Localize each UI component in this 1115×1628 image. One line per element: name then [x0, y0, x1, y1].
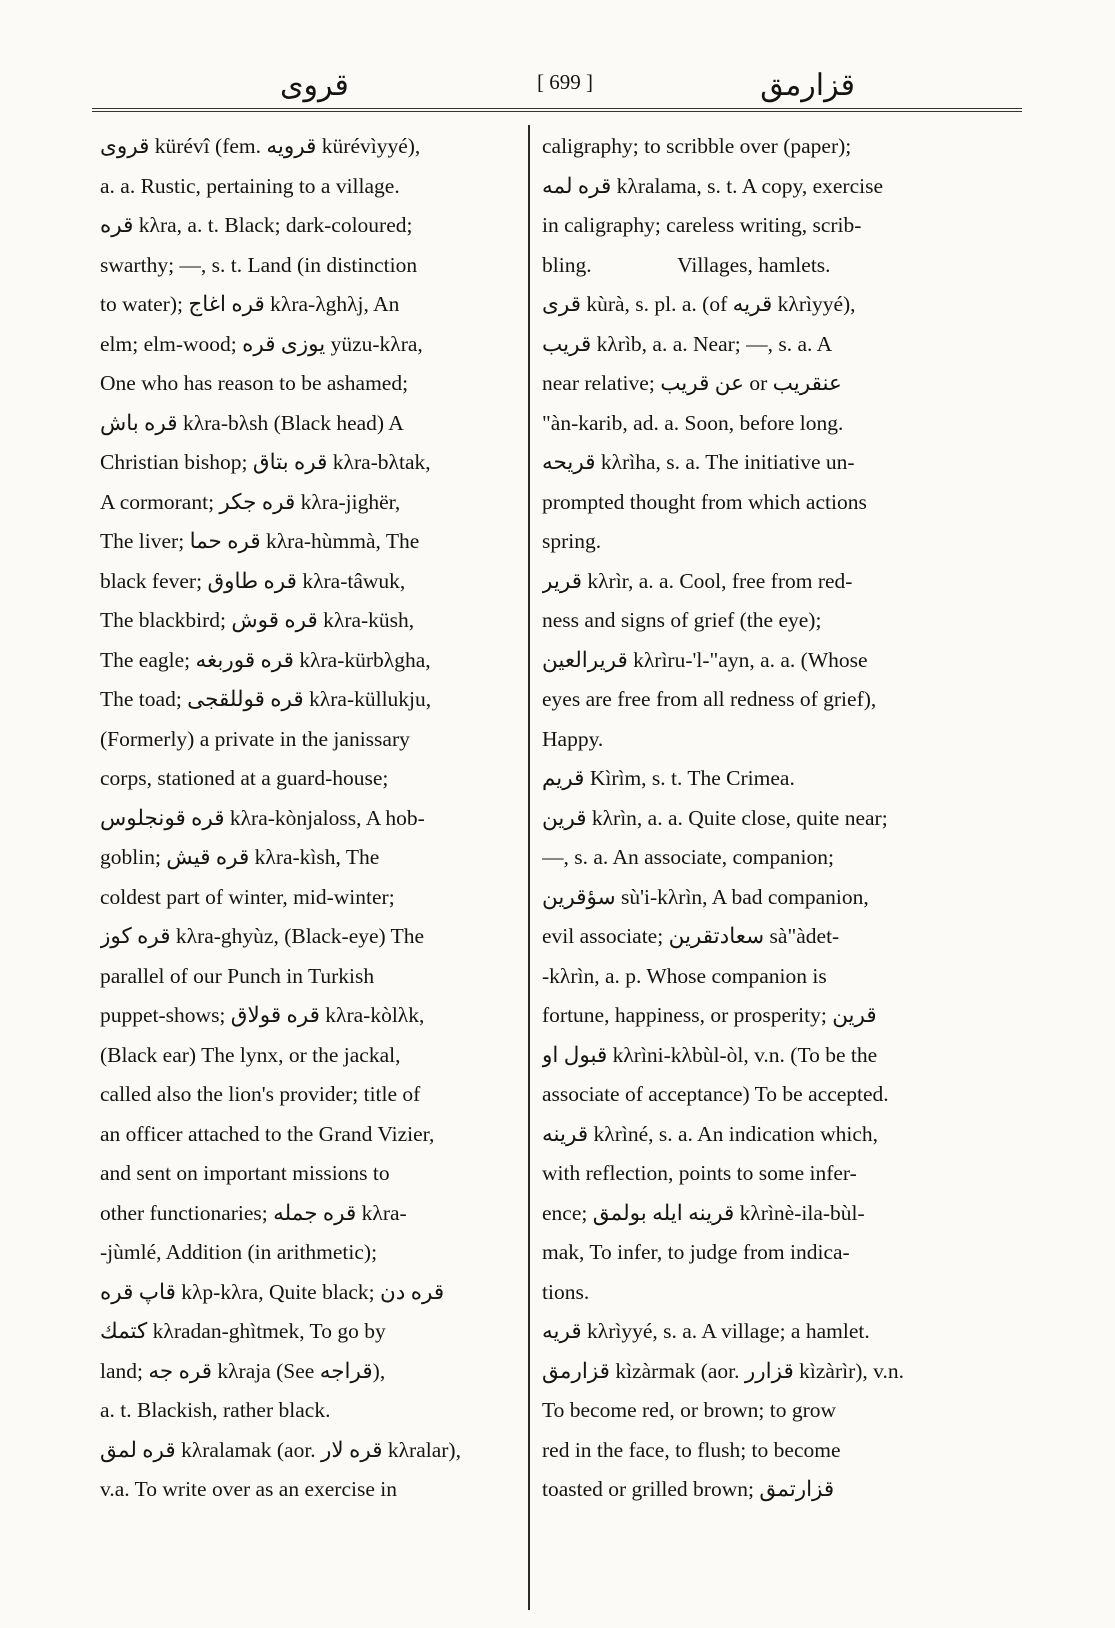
right-column: [542, 127, 942, 1510]
page-header: [95, 60, 1020, 110]
text-line: قره قونجلوس kλra-kònjaloss, A hob-: [100, 805, 425, 830]
text-line: prompted thought from which actions: [542, 489, 867, 514]
text-line: قریر kλrìr, a. a. Cool, free from red-: [542, 568, 853, 593]
text-line: قرینه kλrìné, s. a. An indication which,: [542, 1121, 879, 1146]
text-line: red in the face, to flush; to become: [542, 1437, 841, 1462]
text-line: mak, To infer, to judge from indica-: [542, 1240, 850, 1264]
text-line: The liver; قره حما kλra-hùmmà, The: [100, 529, 420, 553]
text-line: in caligraphy; careless writing, scrib-: [542, 213, 862, 237]
text-line: land; قره جه kλraja (See قراجه),: [100, 1358, 386, 1383]
text-line: کتمك kλradan-ghìtmek, To go by: [100, 1319, 386, 1343]
text-line: To become red, or brown; to grow: [542, 1398, 837, 1422]
text-line: قریه kλrìyyé, s. a. A village; a hamlet.: [542, 1319, 870, 1343]
text-line: A cormorant; قره جکر kλra-jighër,: [100, 489, 401, 514]
text-line: evil associate; سعادتقرین sà"àdet-: [542, 924, 840, 948]
text-line: قریم Kìrìm, s. t. The Crimea.: [542, 766, 795, 790]
text-line: "àn-karib, ad. a. Soon, before long.: [542, 410, 844, 435]
text-line: goblin; قره قیش kλra-kìsh, The: [100, 845, 380, 869]
text-line: قره باش kλra-bλsh (Black head) A: [100, 410, 404, 435]
text-line: (Black ear) The lynx, or the jackal,: [100, 1042, 401, 1067]
text-line: قبول او kλrìni-kλbùl-òl, v.n. (To be the: [542, 1042, 878, 1067]
text-line: ness and signs of grief (the eye);: [542, 608, 822, 632]
text-line: —, s. a. An associate, companion;: [542, 845, 834, 869]
text-line: -kλrìn, a. p. Whose companion is: [542, 963, 827, 988]
text-line: قزارمق kìzàrmak (aor. قزارر kìzàrìr), v.n.: [542, 1358, 905, 1383]
text-line: قره لمه kλralama, s. t. A copy, exercise: [542, 173, 884, 198]
text-line: سؤقرین sù'i-kλrìn, A bad companion,: [542, 884, 869, 909]
text-line: قرین kλrìn, a. a. Quite close, quite near;: [542, 805, 888, 830]
text-line: قری kùrà, s. pl. a. (of قریه kλrìyyé),: [542, 292, 856, 316]
text-line: near relative; عن قریب or عنقریب: [542, 371, 842, 395]
text-line: One who has reason to be ashamed;: [100, 371, 409, 395]
text-line: قاپ قره kλp-kλra, Quite black; قره دن: [100, 1279, 445, 1304]
text-line: black fever; قره طاوق kλra-tâwuk,: [100, 568, 406, 593]
text-line: -jùmlé, Addition (in arithmetic);: [100, 1240, 378, 1264]
text-line: قره کوز kλra-ghyùz, (Black-eye) The: [100, 924, 425, 948]
column-divider: [528, 125, 530, 1610]
page-number: [ 699 ]: [537, 70, 593, 94]
text-line: to water); قره اغاج kλra-λghλj, An: [100, 292, 400, 316]
text-line: swarthy; —, s. t. Land (in distinction: [100, 252, 418, 277]
left-column: [100, 127, 495, 1510]
header-right-word: قزارمق: [760, 68, 855, 103]
text-line: The toad; قره قوللقجی kλra-küllukju,: [100, 687, 432, 711]
header-left-word: قروی: [280, 68, 349, 103]
text-line: قریب kλrìb, a. a. Near; —, s. a. A: [542, 331, 833, 356]
text-line: The eagle; قره قوربغه kλra-kürbλgha,: [100, 647, 431, 672]
text-line: associate of acceptance) To be accepted.: [542, 1082, 889, 1106]
text-line: قره لمق kλralamak (aor. قره لار kλralar),: [100, 1437, 461, 1462]
text-line: puppet-shows; قره قولاق kλra-kòlλk,: [100, 1003, 425, 1027]
text-line: eyes are free from all redness of grief),: [542, 687, 877, 711]
text-line: v.a. To write over as an exercise in: [100, 1477, 397, 1501]
text-line: The blackbird; قره قوش kλra-küsh,: [100, 608, 415, 632]
text-line: and sent on important missions to: [100, 1161, 390, 1185]
text-line: an officer attached to the Grand Vizier,: [100, 1121, 435, 1146]
text-line: (Formerly) a private in the janissary: [100, 726, 410, 751]
text-line: قریحه kλrìha, s. a. The initiative un-: [542, 450, 855, 474]
text-line: spring.: [542, 529, 602, 553]
text-line: with reflection, points to some infer-: [542, 1161, 857, 1185]
text-line: parallel of our Punch in Turkish: [100, 963, 375, 988]
text-line: Happy.: [542, 726, 604, 751]
text-line: coldest part of winter, mid-winter;: [100, 884, 395, 909]
text-line: corps, stationed at a guard-house;: [100, 766, 389, 790]
text-line: called also the lion's provider; title of: [100, 1082, 421, 1106]
text-line: Christian bishop; قره بتاق kλra-bλtak,: [100, 450, 431, 474]
text-line: قره kλra, a. t. Black; dark-coloured;: [100, 213, 413, 237]
text-line: elm; elm-wood; یوزی قره yüzu-kλra,: [100, 331, 423, 356]
text-line: ence; قرینه ایله بولمق kλrìnè-ila-bùl-: [542, 1200, 865, 1225]
text-line: caligraphy; to scribble over (paper);: [542, 134, 852, 158]
text-line: other functionaries; قره جمله kλra-: [100, 1200, 407, 1225]
text-line: a. a. Rustic, pertaining to a village.: [100, 173, 400, 198]
text-line: قروی kürévî (fem. قرویه kürévìyyé),: [100, 134, 421, 158]
text-line: قریرالعین kλrìru-'l-"ayn, a. a. (Whose: [542, 647, 868, 672]
text-line: tions.: [542, 1279, 590, 1304]
text-line: a. t. Blackish, rather black.: [100, 1398, 331, 1422]
text-line: fortune, happiness, or prosperity; قرین: [542, 1003, 877, 1027]
text-line: bling. Villages, hamlets.: [542, 252, 831, 277]
header-rule: [92, 108, 1022, 112]
text-line: toasted or grilled brown; قزارتمق: [542, 1477, 835, 1501]
